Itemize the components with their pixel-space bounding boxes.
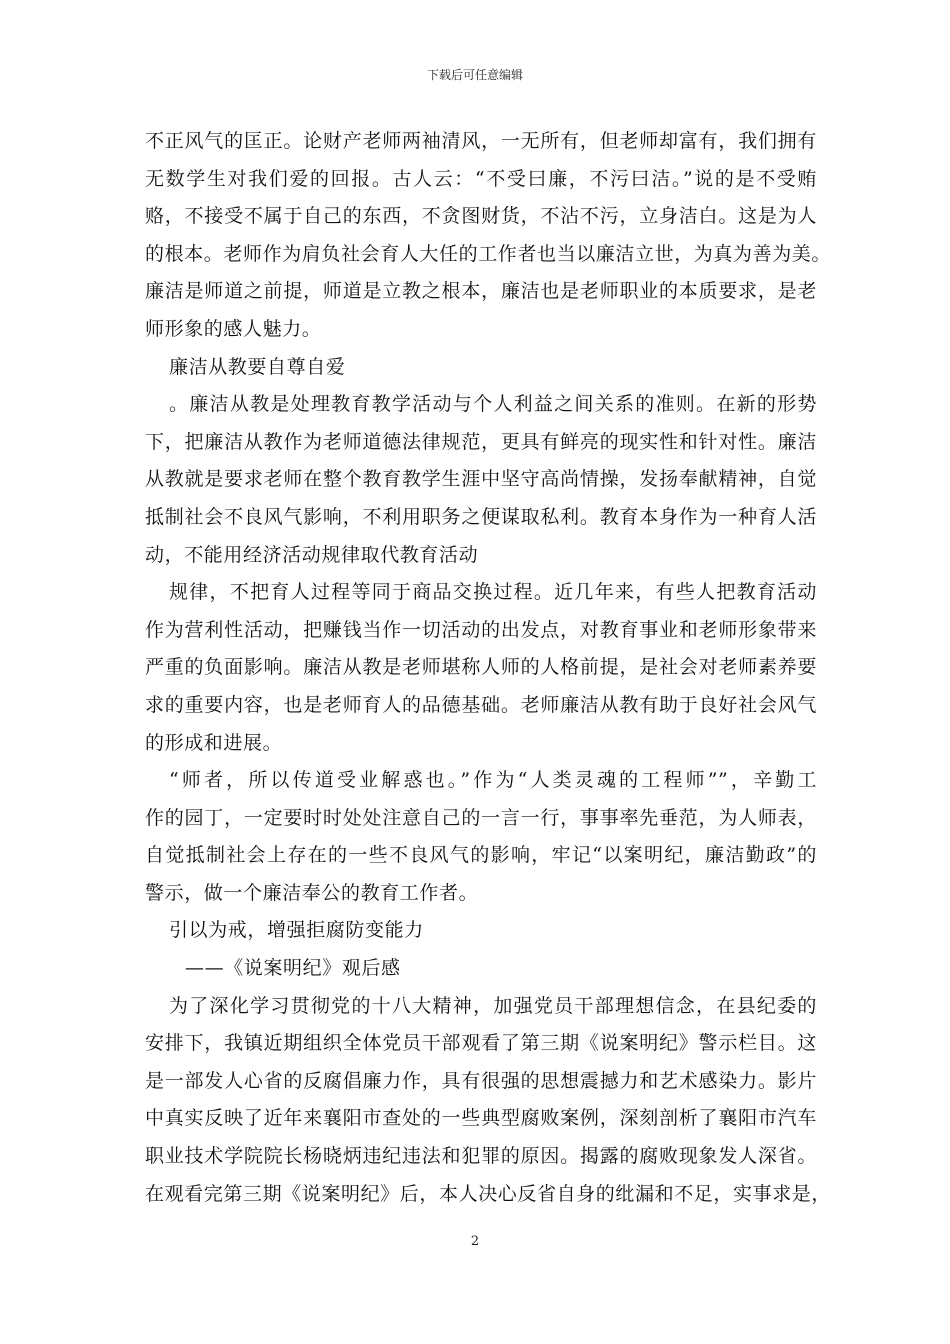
text-line: 作的园丁，一定要时时处处注意自己的一言一行，事事率先垂范，为人师表，: [145, 806, 817, 829]
text-line: 动，不能用经济活动规律取代教育活动: [145, 543, 479, 566]
text-line: 中真实反映了近年来襄阳市查处的一些典型腐败案例，深刻剖析了襄阳市汽车: [145, 1107, 817, 1130]
text-line: 抵制社会不良风气影响，不利用职务之便谋取私利。教育本身作为一种育人活: [145, 505, 817, 528]
article-title: 引以为戒，增强拒腐防变能力: [169, 919, 424, 942]
text-line: 师形象的感人魅力。: [145, 317, 322, 340]
text-line: 规律，不把育人过程等同于商品交换过程。近几年来，有些人把教育活动: [169, 581, 817, 604]
page-number: 2: [470, 1234, 480, 1249]
section-heading: 廉洁从教要自尊自爱: [169, 355, 346, 378]
text-line: 无数学生对我们爱的回报。古人云：“不受曰廉，不污曰洁。”说的是不受贿: [145, 167, 817, 190]
text-line: 的根本。老师作为肩负社会育人大任的工作者也当以廉洁立世，为真为善为美。: [145, 242, 832, 265]
text-line: 不正风气的匡正。论财产老师两袖清风，一无所有，但老师却富有，我们拥有: [145, 130, 817, 152]
text-line: 。廉洁从教是处理教育教学活动与个人利益之间关系的准则。在新的形势: [169, 393, 817, 416]
text-line: 作为营利性活动，把赚钱当作一切活动的出发点，对教育事业和老师形象带来: [145, 618, 817, 641]
page-header: 下载后可任意编辑: [426, 68, 523, 82]
text-line: 廉洁是师道之前提，师道是立教之根本，廉洁也是老师职业的本质要求，是老: [145, 280, 817, 303]
article-subtitle: ——《说案明纪》观后感: [185, 957, 401, 980]
text-line: 在观看完第三期《说案明纪》后，本人决心反省自身的纰漏和不足，实事求是，: [145, 1182, 832, 1205]
text-line: 从教就是要求老师在整个教育教学生涯中坚守高尚情操，发扬奉献精神，自觉: [145, 468, 817, 491]
text-line: 下，把廉洁从教作为老师道德法律规范，更具有鲜亮的现实性和针对性。廉洁: [145, 430, 817, 453]
text-line: 求的重要内容，也是老师育人的品德基础。老师廉洁从教有助于良好社会风气: [145, 693, 817, 716]
text-line: 的形成和进展。: [145, 731, 283, 754]
document-body: [145, 123, 832, 1213]
text-line: “师者，所以传道受业解惑也。”作为“人类灵魂的工程师””，辛勤工: [169, 769, 817, 792]
text-line: 职业技术学院院长杨晓炳违纪违法和犯罪的原因。揭露的腐败现象发人深省。: [145, 1145, 817, 1168]
text-line: 安排下，我镇近期组织全体党员干部观看了第三期《说案明纪》警示栏目。这: [145, 1032, 817, 1055]
text-line: 严重的负面影响。廉洁从教是老师堪称人师的人格前提，是社会对老师素养要: [145, 656, 817, 679]
text-line: 自觉抵制社会上存在的一些不良风气的影响，牢记“以案明纪，廉洁勤政”的: [145, 844, 817, 867]
text-line: 是一部发人心省的反腐倡廉力作，具有很强的思想震撼力和艺术感染力。影片: [145, 1069, 817, 1092]
text-line: 为了深化学习贯彻党的十八大精神，加强党员干部理想信念，在县纪委的: [169, 994, 817, 1017]
text-line: 赂，不接受不属于自己的东西，不贪图财货，不沾不污，立身洁白。这是为人: [145, 205, 817, 228]
text-line: 警示，做一个廉洁奉公的教育工作者。: [145, 881, 479, 904]
